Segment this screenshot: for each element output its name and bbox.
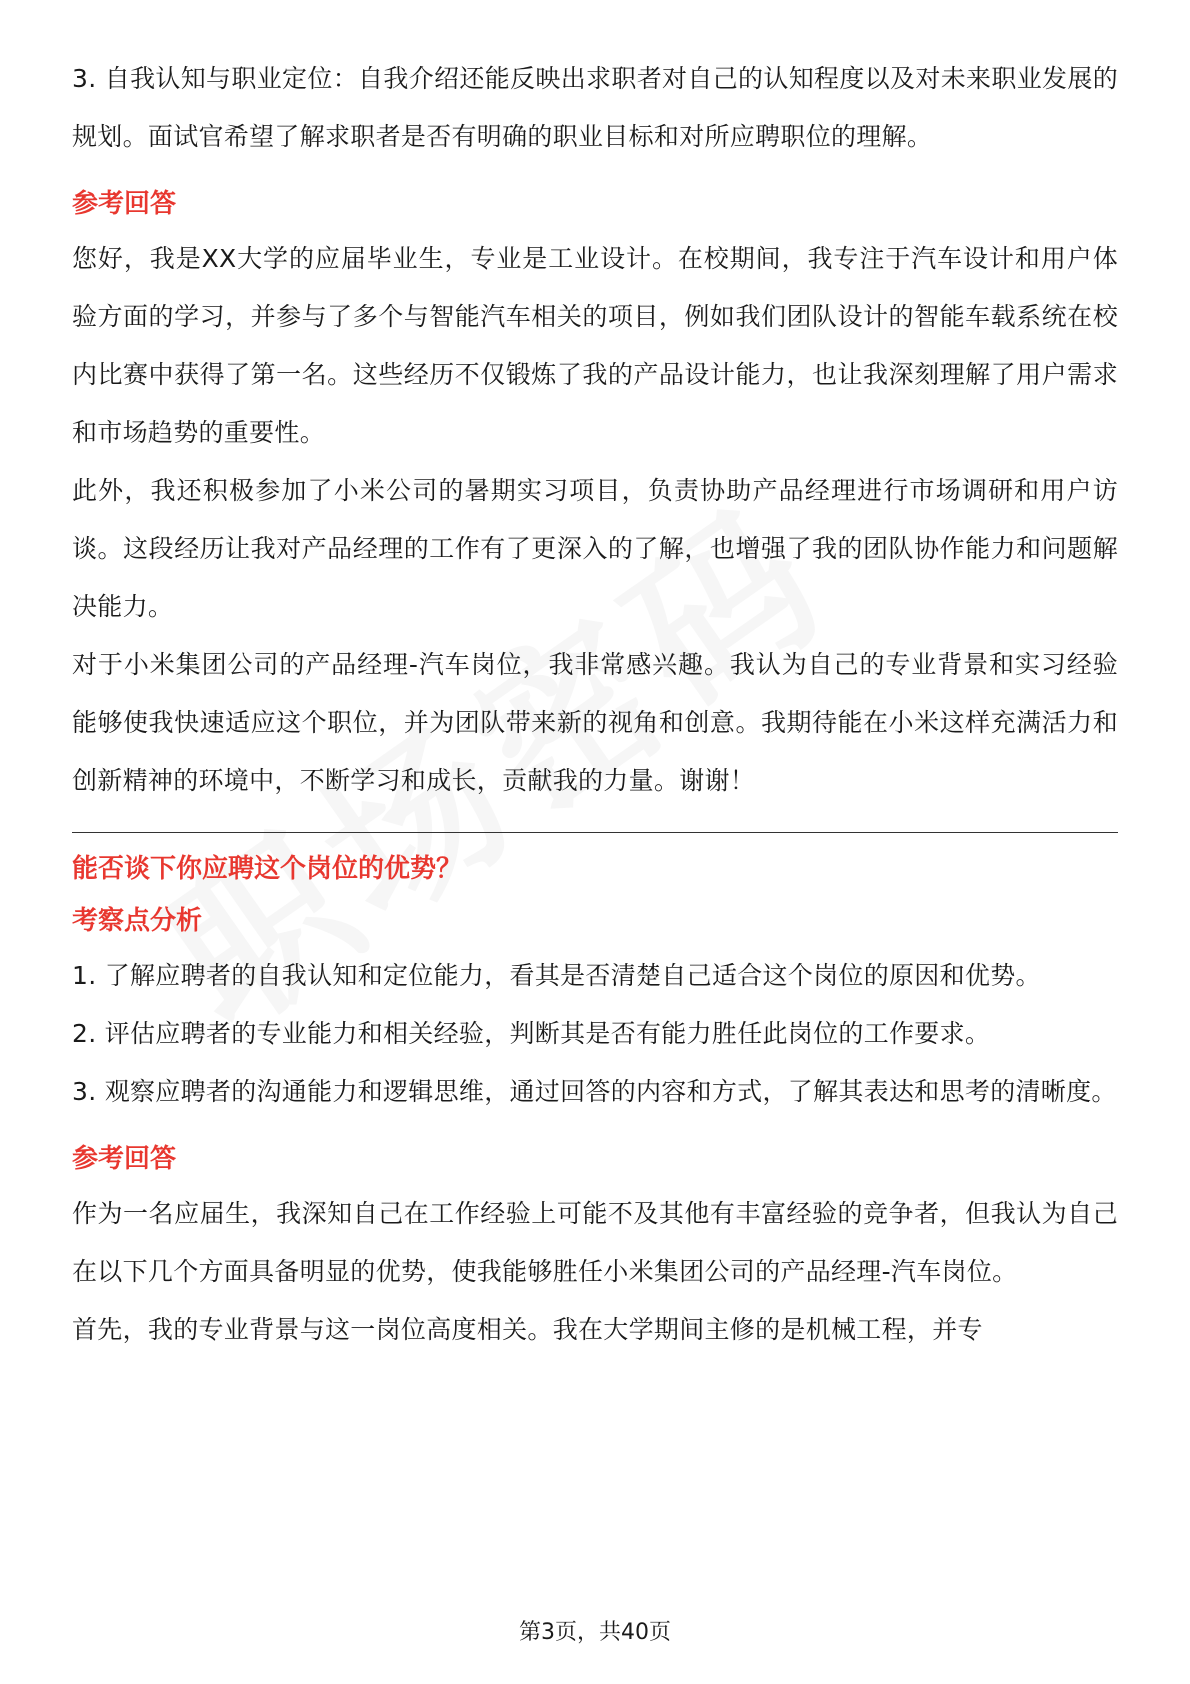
answer-heading: 参考回答 [72, 1144, 177, 1174]
question-title: 能否谈下你应聘这个岗位的优势？ [72, 854, 463, 884]
analysis-point: 2. 评估应聘者的专业能力和相关经验，判断其是否有能力胜任此岗位的工作要求。 [72, 1019, 991, 1048]
answer-paragraph: 首先，我的专业背景与这一岗位高度相关。我在大学期间主修的是机械工程，并专 [72, 1315, 983, 1344]
answer-paragraph: 对于小米集团公司的产品经理-汽车岗位，我非常感兴趣。我认为自己的专业背景和实习经验能够使我快速适应这个职位，并为团队带来新的视角和创意。我期待能在小米这样充满活力和创新精神的环境中，不断学习和成长，贡献我的力量。谢谢！ [72, 650, 1118, 795]
page-content [72, 50, 1118, 1359]
answer-paragraph: 作为一名应届生，我深知自己在工作经验上可能不及其他有丰富经验的竞争者，但我认为自己在以下几个方面具备明显的优势，使我能够胜任小米集团公司的产品经理-汽车岗位。 [72, 1199, 1118, 1286]
analysis-point: 1. 了解应聘者的自我认知和定位能力，看其是否清楚自己适合这个岗位的原因和优势。 [72, 961, 1041, 990]
answer-heading: 参考回答 [72, 189, 177, 219]
analysis-point: 3. 观察应聘者的沟通能力和逻辑思维，通过回答的内容和方式，了解其表达和思考的清晰度。 [72, 1077, 1117, 1106]
page-number: 第3页，共40页 [519, 1620, 671, 1645]
analysis-heading: 考察点分析 [72, 906, 203, 936]
answer-paragraph: 此外，我还积极参加了小米公司的暑期实习项目，负责协助产品经理进行市场调研和用户访谈。这段经历让我对产品经理的工作有了更深入的了解，也增强了我的团队协作能力和问题解决能力。 [72, 476, 1118, 621]
section-divider [72, 832, 1118, 833]
analysis-point-3: 3. 自我认知与职业定位：自我介绍还能反映出求职者对自己的认知程度以及对未来职业发展的规划。面试官希望了解求职者是否有明确的职业目标和对所应聘职位的理解。 [72, 64, 1118, 151]
answer-paragraph: 您好，我是XX大学的应届毕业生，专业是工业设计。在校期间，我专注于汽车设计和用户体验方面的学习，并参与了多个与智能汽车相关的项目，例如我们团队设计的智能车载系统在校内比赛中获得了第一名。这些经历不仅锻炼了我的产品设计能力，也让我深刻理解了用户需求和市场趋势的重要性。 [72, 244, 1118, 447]
